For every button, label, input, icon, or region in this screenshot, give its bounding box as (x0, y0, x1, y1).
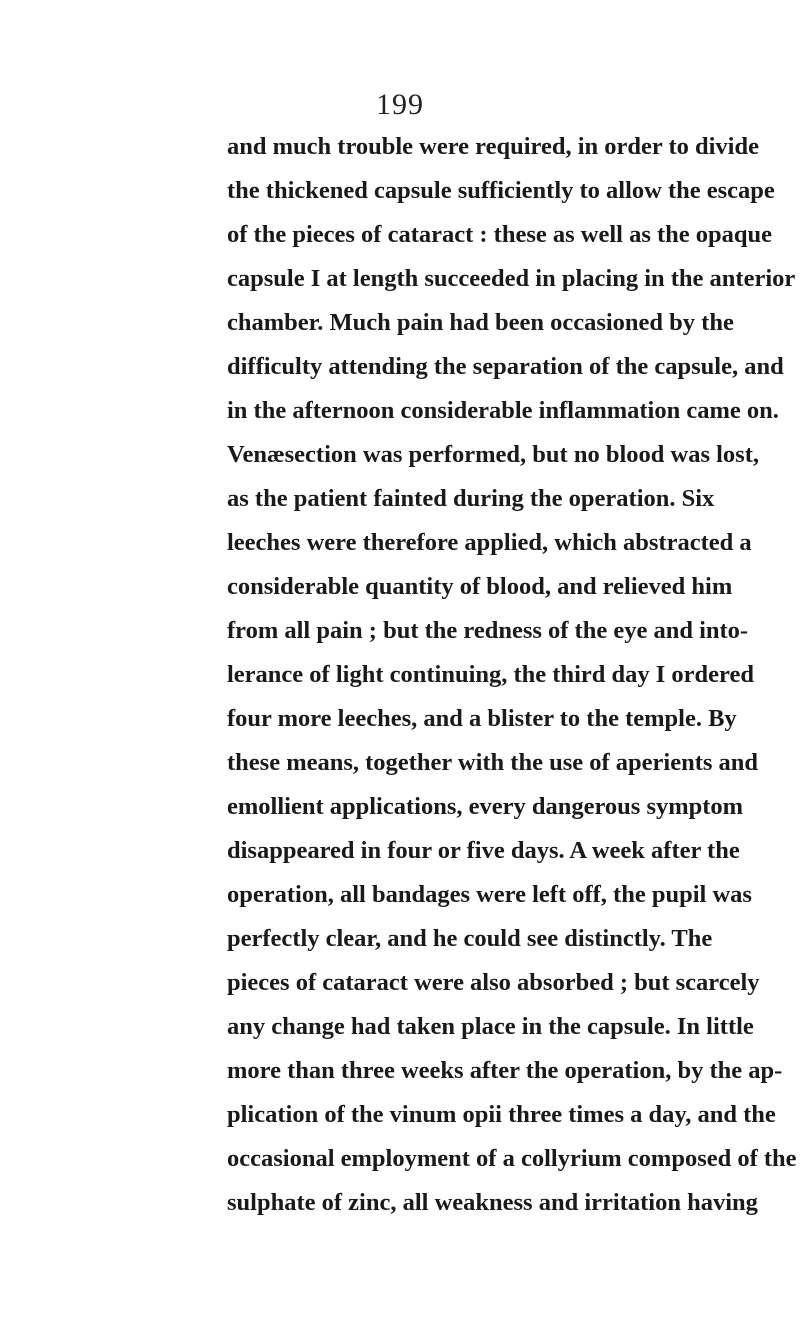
page-number: 199 (376, 88, 424, 121)
text-line: the thickened capsule sufficiently to allow the escape (227, 177, 775, 204)
text-line: as the patient fainted during the operation. Six (227, 485, 715, 512)
text-line: in the afternoon considerable inflammation came on. (227, 397, 779, 424)
text-line: emollient applications, every dangerous symptom (227, 793, 744, 820)
text-line: chamber. Much pain had been occasioned by the (227, 309, 734, 336)
text-line: considerable quantity of blood, and relieved him (227, 573, 733, 600)
text-line: occasional employment of a collyrium composed of the (227, 1145, 797, 1172)
text-line: four more leeches, and a blister to the temple. By (227, 705, 737, 732)
text-line: and much trouble were required, in order to divide (227, 133, 759, 160)
text-line: difficulty attending the separation of the capsule, and (227, 353, 784, 380)
text-line: sulphate of zinc, all weakness and irritation having (227, 1189, 758, 1216)
text-line: perfectly clear, and he could see distinctly. The (227, 925, 713, 952)
text-line: disappeared in four or five days. A week after the (227, 837, 740, 864)
text-line: any change had taken place in the capsule. In little (227, 1013, 754, 1040)
text-line: operation, all bandages were left off, the pupil was (227, 881, 752, 908)
text-line: of the pieces of cataract : these as well as the opaque (227, 221, 773, 248)
text-line: these means, together with the use of aperients and (227, 749, 759, 776)
text-line: capsule I at length succeeded in placing in the anterior (227, 265, 796, 292)
text-line: Venæsection was performed, but no blood was lost, (227, 441, 760, 468)
text-line: lerance of light continuing, the third day I ordered (227, 661, 754, 688)
text-line: plication of the vinum opii three times a day, and the (227, 1101, 776, 1128)
text-line: pieces of cataract were also absorbed ; but scarcely (227, 969, 760, 996)
text-line: more than three weeks after the operation, by the ap- (227, 1057, 783, 1084)
text-line: from all pain ; but the redness of the eye and into- (227, 617, 749, 644)
text-line: leeches were therefore applied, which abstracted a (227, 529, 752, 556)
